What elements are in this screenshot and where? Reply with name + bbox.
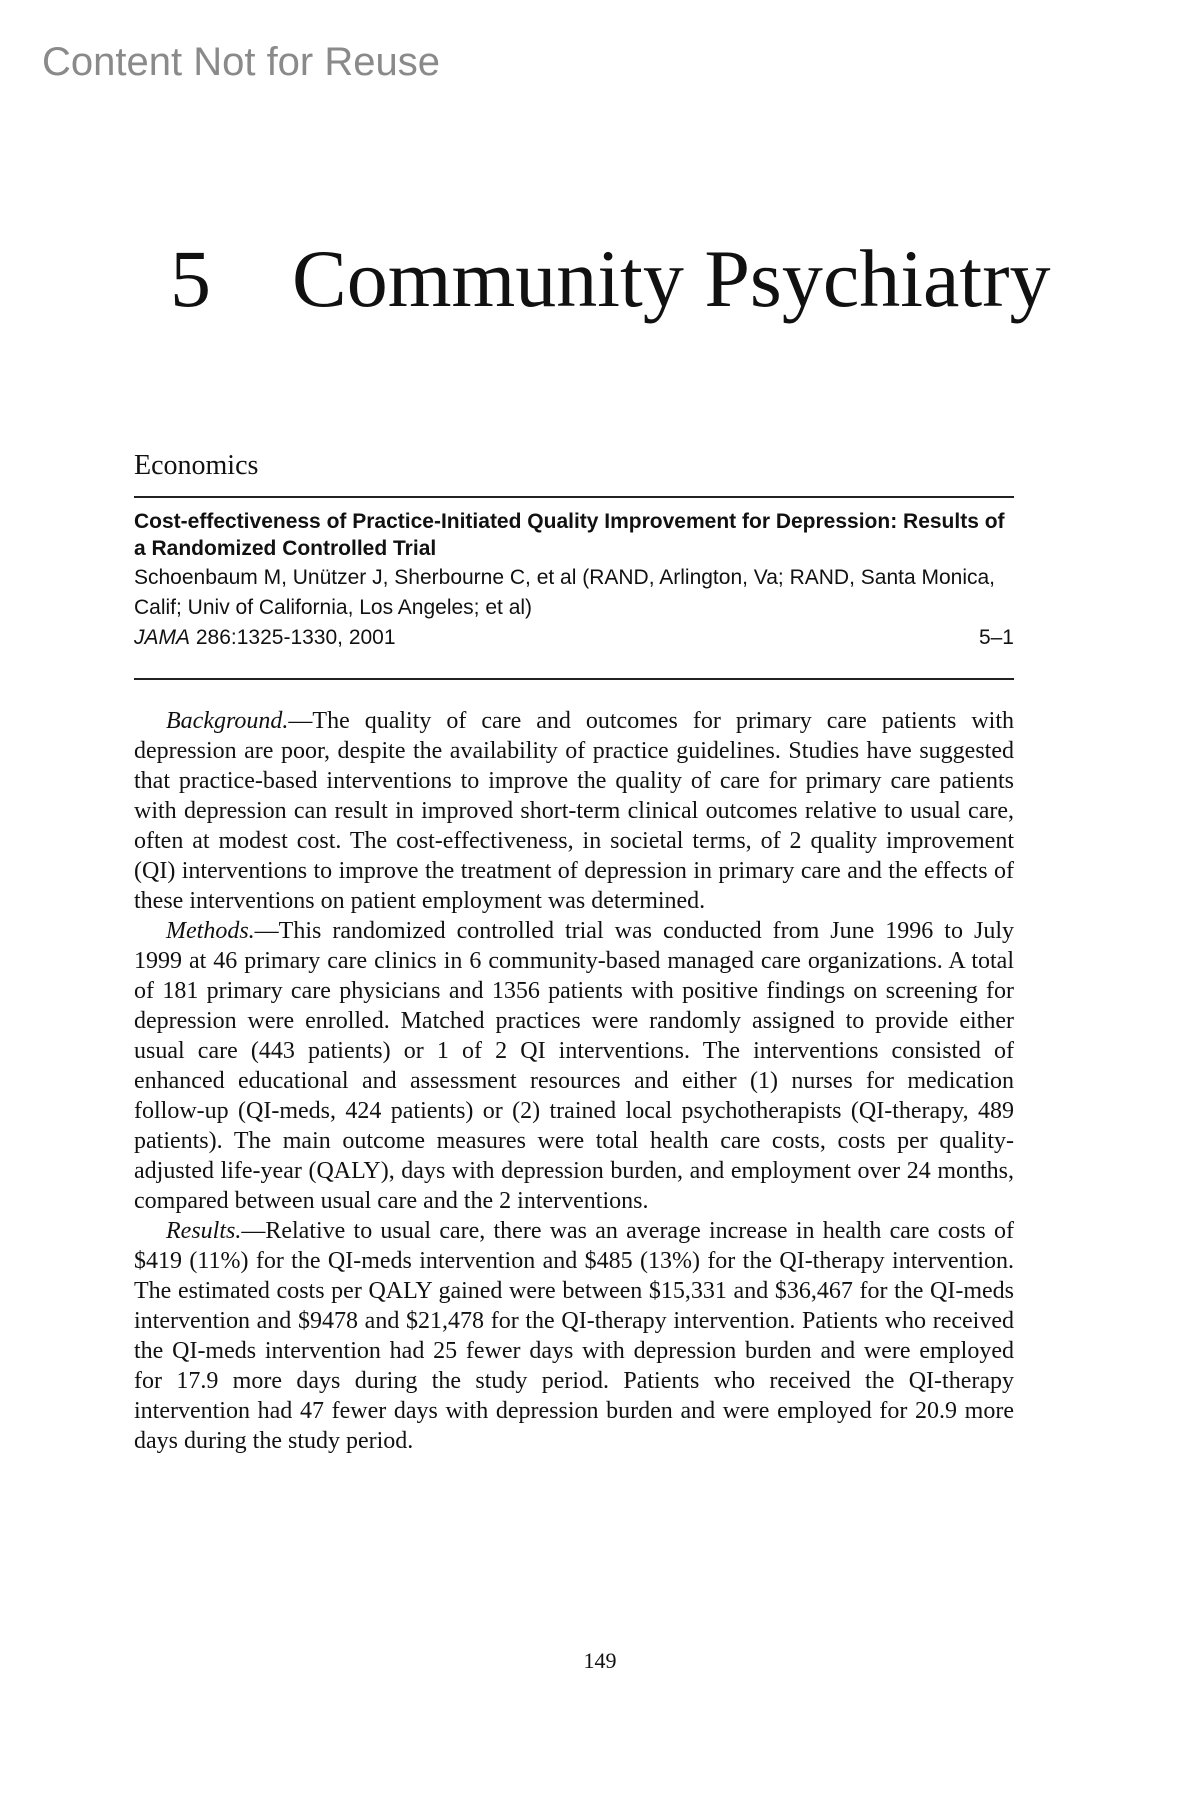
journal-line — [134, 623, 1014, 653]
article-citation — [134, 508, 1014, 653]
results-paragraph — [134, 1216, 1014, 1456]
methods-paragraph — [134, 916, 1014, 1216]
page-number: 149 — [583, 1648, 617, 1673]
chapter-heading — [170, 233, 1051, 324]
results-text: —Relative to usual care, there was an average increase in health care costs of $419 (11%) for the QI-meds intervention and $485 (13%) for the QI-therapy intervention. The estimated costs per QALY gained were between $15,331 and $36,467 for the QI-meds intervention and $9478 and $21,478 for the QI-therapy intervention. Patients who received the QI-meds intervention had 25 fewer days with depression burden and were employed for 17.9 more days during the study period. Patients who received the QI-therapy intervention had 47 fewer days with depression burden and were employed for 20.9 more days during the study period. — [134, 1218, 1014, 1454]
methods-label: Methods. — [166, 918, 255, 944]
chapter-title: Community Psychiatry — [292, 233, 1051, 324]
background-text: —The quality of care and outcomes for primary care patients with depression are poor, despite the availability of practice guidelines. Studies have suggested that practice-based interventions to improve the quality of care for primary care patients with depression can result in improved short-term clinical outcomes relative to usual care, often at modest cost. The cost-effectiveness, in societal terms, of 2 quality improvement (QI) interventions to improve the treatment of depression in primary care and the effects of these interventions on patient employment was determined. — [134, 708, 1014, 914]
abstract — [134, 706, 1014, 1456]
results-label: Results. — [166, 1218, 242, 1244]
reference-id: 5–1 — [978, 626, 1014, 649]
chapter-number: 5 — [170, 233, 211, 324]
article-authors: Schoenbaum M, Unützer J, Sherbourne C, et al (RAND, Arlington, Va; RAND, Santa Monica, Calif; Univ of California, Los Angeles; et al) — [134, 566, 995, 619]
methods-text: —This randomized controlled trial was conducted from June 1996 to July 1999 at 46 primary care clinics in 6 community-based managed care organizations. A total of 181 primary care physicians and 1356 patients with positive findings on screening for depression were enrolled. Matched practices were randomly assigned to provide either usual care (443 patients) or 1 of 2 QI interventions. The interventions consisted of enhanced educational and assessment resources and either (1) nurses for medication follow-up (QI-meds, 424 patients) or (2) trained local psychotherapists (QI-therapy, 489 patients). The main outcome measures were total health care costs, costs per quality-adjusted life-year (QALY), days with depression burden, and employment over 24 months, compared between usual care and the 2 interventions. — [134, 918, 1014, 1214]
section-heading: Economics — [134, 450, 259, 481]
top-rule — [134, 496, 1014, 498]
article-title: Cost-effectiveness of Practice-Initiated Quality Improvement for Depression: Results of a Randomized Controlled Trial — [134, 510, 1005, 560]
background-paragraph — [134, 706, 1014, 916]
journal-name: JAMA — [134, 626, 191, 649]
background-label: Background. — [166, 708, 289, 734]
journal-citation: 286:1325-1330, 2001 — [195, 626, 396, 649]
watermark: Content Not for Reuse — [42, 40, 440, 84]
bottom-rule — [134, 678, 1014, 680]
